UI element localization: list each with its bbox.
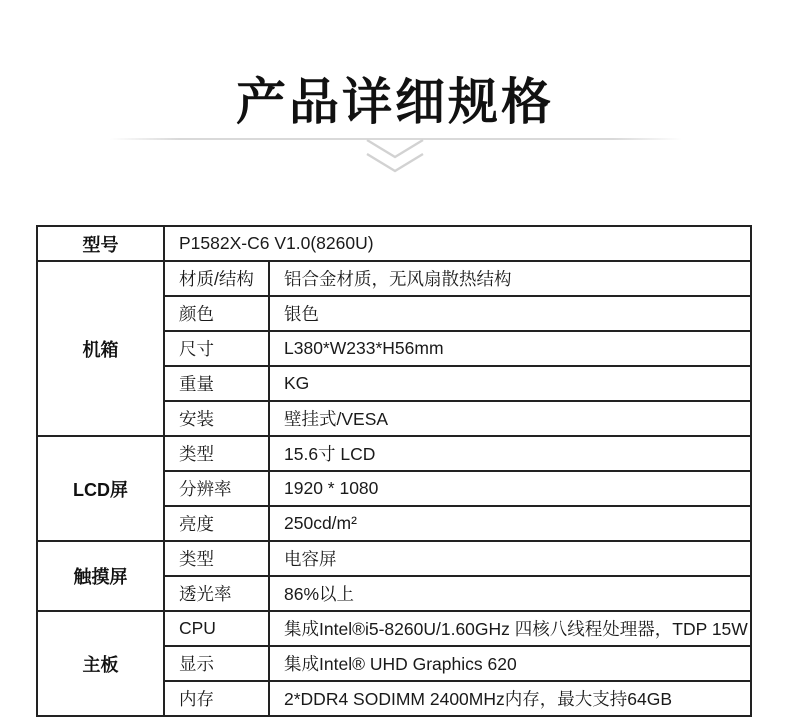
- spec-value-lcd-screen-1: 1920 * 1080: [269, 471, 751, 506]
- spec-value-chassis-4: 壁挂式/VESA: [269, 401, 751, 436]
- spec-label-chassis-1: 颜色: [164, 296, 269, 331]
- spec-value-chassis-1: 银色: [269, 296, 751, 331]
- spec-label-touch-screen-0: 类型: [164, 541, 269, 576]
- table-row: [37, 611, 751, 646]
- spec-value-lcd-screen-2: 250cd/m²: [269, 506, 751, 541]
- spec-label-mainboard-2: 内存: [164, 681, 269, 716]
- spec-value-touch-screen-1: 86%以上: [269, 576, 751, 611]
- model-label: 型号: [37, 226, 164, 261]
- group-cell-touch-screen: 触摸屏: [37, 541, 164, 611]
- spec-label-lcd-screen-2: 亮度: [164, 506, 269, 541]
- spec-label-chassis-2: 尺寸: [164, 331, 269, 366]
- group-cell-mainboard: 主板: [37, 611, 164, 716]
- table-row: [37, 261, 751, 296]
- spec-label-chassis-4: 安装: [164, 401, 269, 436]
- page-title: 产品详细规格: [236, 74, 554, 130]
- chevron-down-icon: [364, 138, 426, 174]
- table-row: [37, 541, 751, 576]
- spec-value-chassis-2: L380*W233*H56mm: [269, 331, 751, 366]
- spec-value-mainboard-1: 集成Intel® UHD Graphics 620: [269, 646, 751, 681]
- model-value: P1582X-C6 V1.0(8260U): [164, 226, 751, 261]
- spec-table-body: [37, 226, 751, 716]
- table-row: [37, 436, 751, 471]
- table-row-model: [37, 226, 751, 261]
- spec-value-chassis-0: 铝合金材质，无风扇散热结构: [269, 261, 751, 296]
- group-cell-lcd-screen: LCD屏: [37, 436, 164, 541]
- spec-value-lcd-screen-0: 15.6寸 LCD: [269, 436, 751, 471]
- spec-label-chassis-3: 重量: [164, 366, 269, 401]
- spec-value-mainboard-2: 2*DDR4 SODIMM 2400MHz内存，最大支持64GB: [269, 681, 751, 716]
- spec-table: [36, 225, 752, 717]
- spec-label-chassis-0: 材质/结构: [164, 261, 269, 296]
- spec-value-chassis-3: KG: [269, 366, 751, 401]
- spec-value-touch-screen-0: 电容屏: [269, 541, 751, 576]
- group-cell-chassis: 机箱: [37, 261, 164, 436]
- spec-value-mainboard-0: 集成Intel®i5-8260U/1.60GHz 四核八线程处理器，TDP 15W: [269, 611, 751, 646]
- spec-label-mainboard-0: CPU: [164, 611, 269, 646]
- spec-label-lcd-screen-0: 类型: [164, 436, 269, 471]
- spec-label-touch-screen-1: 透光率: [164, 576, 269, 611]
- spec-label-mainboard-1: 显示: [164, 646, 269, 681]
- spec-label-lcd-screen-1: 分辨率: [164, 471, 269, 506]
